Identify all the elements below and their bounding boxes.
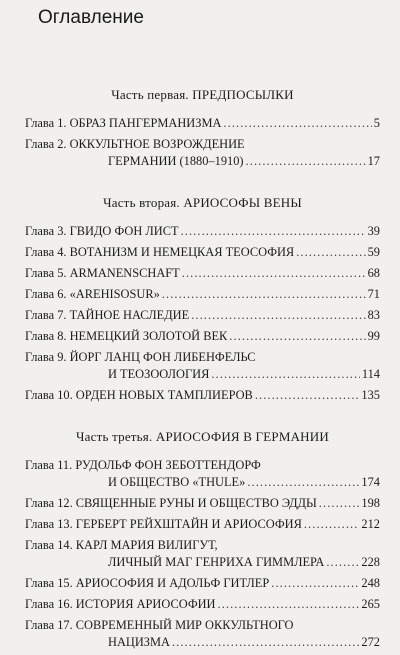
toc-entry-line <box>25 115 380 132</box>
page-number: 17 <box>367 154 380 168</box>
chapter-title: ARMANENSCHAFT <box>69 266 180 280</box>
toc-entry[interactable] <box>25 516 380 533</box>
chapter-title: АРИОСОФИЯ И АДОЛЬФ ГИТЛЕР <box>75 576 270 590</box>
toc-entry[interactable] <box>25 617 380 651</box>
page-number: 174 <box>361 475 380 489</box>
leader-dots <box>191 307 365 324</box>
chapter-title: ГВИДО ФОН ЛИСТ <box>69 224 179 238</box>
toc-entry[interactable] <box>25 265 380 282</box>
chapter-title: ОККУЛЬТНОЕ ВОЗРОЖДЕНИЕ <box>69 137 245 151</box>
page-number: 248 <box>361 576 380 590</box>
chapter-label: Глава 5. <box>25 266 70 280</box>
toc-entry[interactable] <box>25 286 380 303</box>
chapter-label: Глава 14. <box>25 538 76 552</box>
leader-dots <box>296 244 365 261</box>
chapter-title: ЙОРГ ЛАНЦ ФОН ЛИБЕНФЕЛЬС <box>69 350 256 364</box>
chapter-title: И ОБЩЕСТВО «THULE» <box>108 475 246 489</box>
page-title: Оглавление <box>38 7 144 28</box>
leader-dots <box>255 387 360 404</box>
page-number: 59 <box>367 245 380 259</box>
chapter-label: Глава 9. <box>25 350 70 364</box>
chapter-label: Глава 3. <box>25 224 70 238</box>
chapter-title: ИСТОРИЯ АРИОСОФИИ <box>75 597 216 611</box>
chapter-label: Глава 12. <box>25 496 76 510</box>
toc-entry[interactable] <box>25 349 380 383</box>
leader-dots <box>211 366 360 383</box>
page-number: 228 <box>361 555 380 569</box>
chapter-label: Глава 13. <box>25 517 76 531</box>
chapter-title: ВОТАНИЗМ И НЕМЕЦКАЯ ТЕОСОФИЯ <box>69 245 295 259</box>
toc-entry-line <box>25 554 380 571</box>
toc-entry[interactable] <box>25 244 380 261</box>
chapter-label: Глава 16. <box>25 597 76 611</box>
leader-dots <box>326 554 359 571</box>
chapter-title: «AREHISOSUR» <box>69 287 160 301</box>
toc-entry-line <box>25 307 380 324</box>
leader-dots <box>182 265 366 282</box>
leader-dots <box>181 223 366 240</box>
page-number: 272 <box>361 635 380 649</box>
toc-entry-line <box>25 516 380 533</box>
chapter-label: Глава 7. <box>25 308 70 322</box>
toc-entry-line <box>25 495 380 512</box>
chapter-label: Глава 15. <box>25 576 76 590</box>
chapter-label: Глава 8. <box>25 329 70 343</box>
chapter-label: Глава 6. <box>25 287 70 301</box>
toc-entry-line <box>25 265 380 282</box>
page-number: 68 <box>367 266 380 280</box>
chapter-title: ЛИЧНЫЙ МАГ ГЕНРИХА ГИММЛЕРА <box>108 555 325 569</box>
toc-entry[interactable] <box>25 136 380 170</box>
toc-entry-line <box>25 537 380 554</box>
part-heading: Часть третья. АРИОСОФИЯ В ГЕРМАНИИ <box>76 429 329 444</box>
chapter-title: ОБРАЗ ПАНГЕРМАНИЗМА <box>69 116 222 130</box>
page-number: 114 <box>361 367 380 381</box>
toc-entry[interactable] <box>25 457 380 491</box>
toc-entry-line <box>25 575 380 592</box>
part-gap <box>25 174 380 194</box>
toc-entry-line <box>25 596 380 613</box>
toc-entry[interactable] <box>25 537 380 571</box>
toc-entry-line <box>25 387 380 404</box>
chapter-title: НЕМЕЦКИЙ ЗОЛОТОЙ ВЕК <box>69 329 228 343</box>
toc-entry[interactable] <box>25 387 380 404</box>
page-number: 99 <box>367 329 380 343</box>
chapter-title: НАЦИЗМА <box>108 635 170 649</box>
chapter-title: ТАЙНОЕ НАСЛЕДИЕ <box>69 308 190 322</box>
table-of-contents <box>25 86 380 655</box>
toc-entry-line <box>25 634 380 651</box>
chapter-label: Глава 10. <box>25 388 76 402</box>
toc-entry[interactable] <box>25 328 380 345</box>
chapter-label: Глава 4. <box>25 245 70 259</box>
chapter-label: Глава 11. <box>25 458 76 472</box>
toc-entry-line <box>25 349 380 366</box>
part-heading: Часть первая. ПРЕДПОСЫЛКИ <box>111 87 294 102</box>
page-number: 135 <box>361 388 380 402</box>
toc-entry[interactable] <box>25 495 380 512</box>
page-number: 83 <box>367 308 380 322</box>
toc-entry-line <box>25 474 380 491</box>
leader-dots <box>172 634 359 651</box>
page-number: 5 <box>373 116 380 130</box>
page-number: 39 <box>367 224 380 238</box>
toc-entry-line <box>25 223 380 240</box>
chapter-title: КАРЛ МАРИЯ ВИЛИГУТ, <box>75 538 218 552</box>
toc-entry-line <box>25 366 380 383</box>
toc-entry-line <box>25 244 380 261</box>
leader-dots <box>229 328 365 345</box>
toc-entry-line <box>25 328 380 345</box>
page-number: 212 <box>361 517 380 531</box>
toc-entry[interactable] <box>25 223 380 240</box>
toc-entry[interactable] <box>25 575 380 592</box>
chapter-label: Глава 1. <box>25 116 70 130</box>
page-number: 198 <box>361 496 380 510</box>
toc-entry-line <box>25 153 380 170</box>
leader-dots <box>304 516 360 533</box>
chapter-label: Глава 17. <box>25 618 76 632</box>
leader-dots <box>319 495 360 512</box>
chapter-title: ГЕРБЕРТ РЕЙХШТАЙН И АРИОСОФИЯ <box>75 517 302 531</box>
toc-entry-line <box>25 136 380 153</box>
toc-entry-line <box>25 457 380 474</box>
chapter-title: РУДОЛЬФ ФОН ЗЕБОТТЕНДОРФ <box>75 458 261 472</box>
leader-dots <box>247 474 359 491</box>
leader-dots <box>162 286 366 303</box>
chapter-title: ГЕРМАНИИ (1880–1910) <box>108 154 244 168</box>
part-gap <box>25 408 380 428</box>
chapter-title: СОВРЕМЕННЫЙ МИР ОККУЛЬТНОГО <box>75 618 294 632</box>
chapter-label: Глава 2. <box>25 137 70 151</box>
chapter-title: ОРДЕН НОВЫХ ТАМПЛИЕРОВ <box>75 388 253 402</box>
toc-entry[interactable] <box>25 596 380 613</box>
leader-dots <box>271 575 359 592</box>
chapter-title: СВЯЩЕННЫЕ РУНЫ И ОБЩЕСТВО ЭДДЫ <box>75 496 317 510</box>
toc-entry[interactable] <box>25 115 380 132</box>
toc-entry-line <box>25 286 380 303</box>
page-number: 71 <box>367 287 380 301</box>
leader-dots <box>218 596 360 613</box>
leader-dots <box>223 115 371 132</box>
toc-entry[interactable] <box>25 307 380 324</box>
part-heading: Часть вторая. АРИОСОФЫ ВЕНЫ <box>103 195 302 210</box>
page-number: 265 <box>361 597 380 611</box>
leader-dots <box>246 153 366 170</box>
chapter-title: И ТЕОЗООЛОГИЯ <box>108 367 210 381</box>
